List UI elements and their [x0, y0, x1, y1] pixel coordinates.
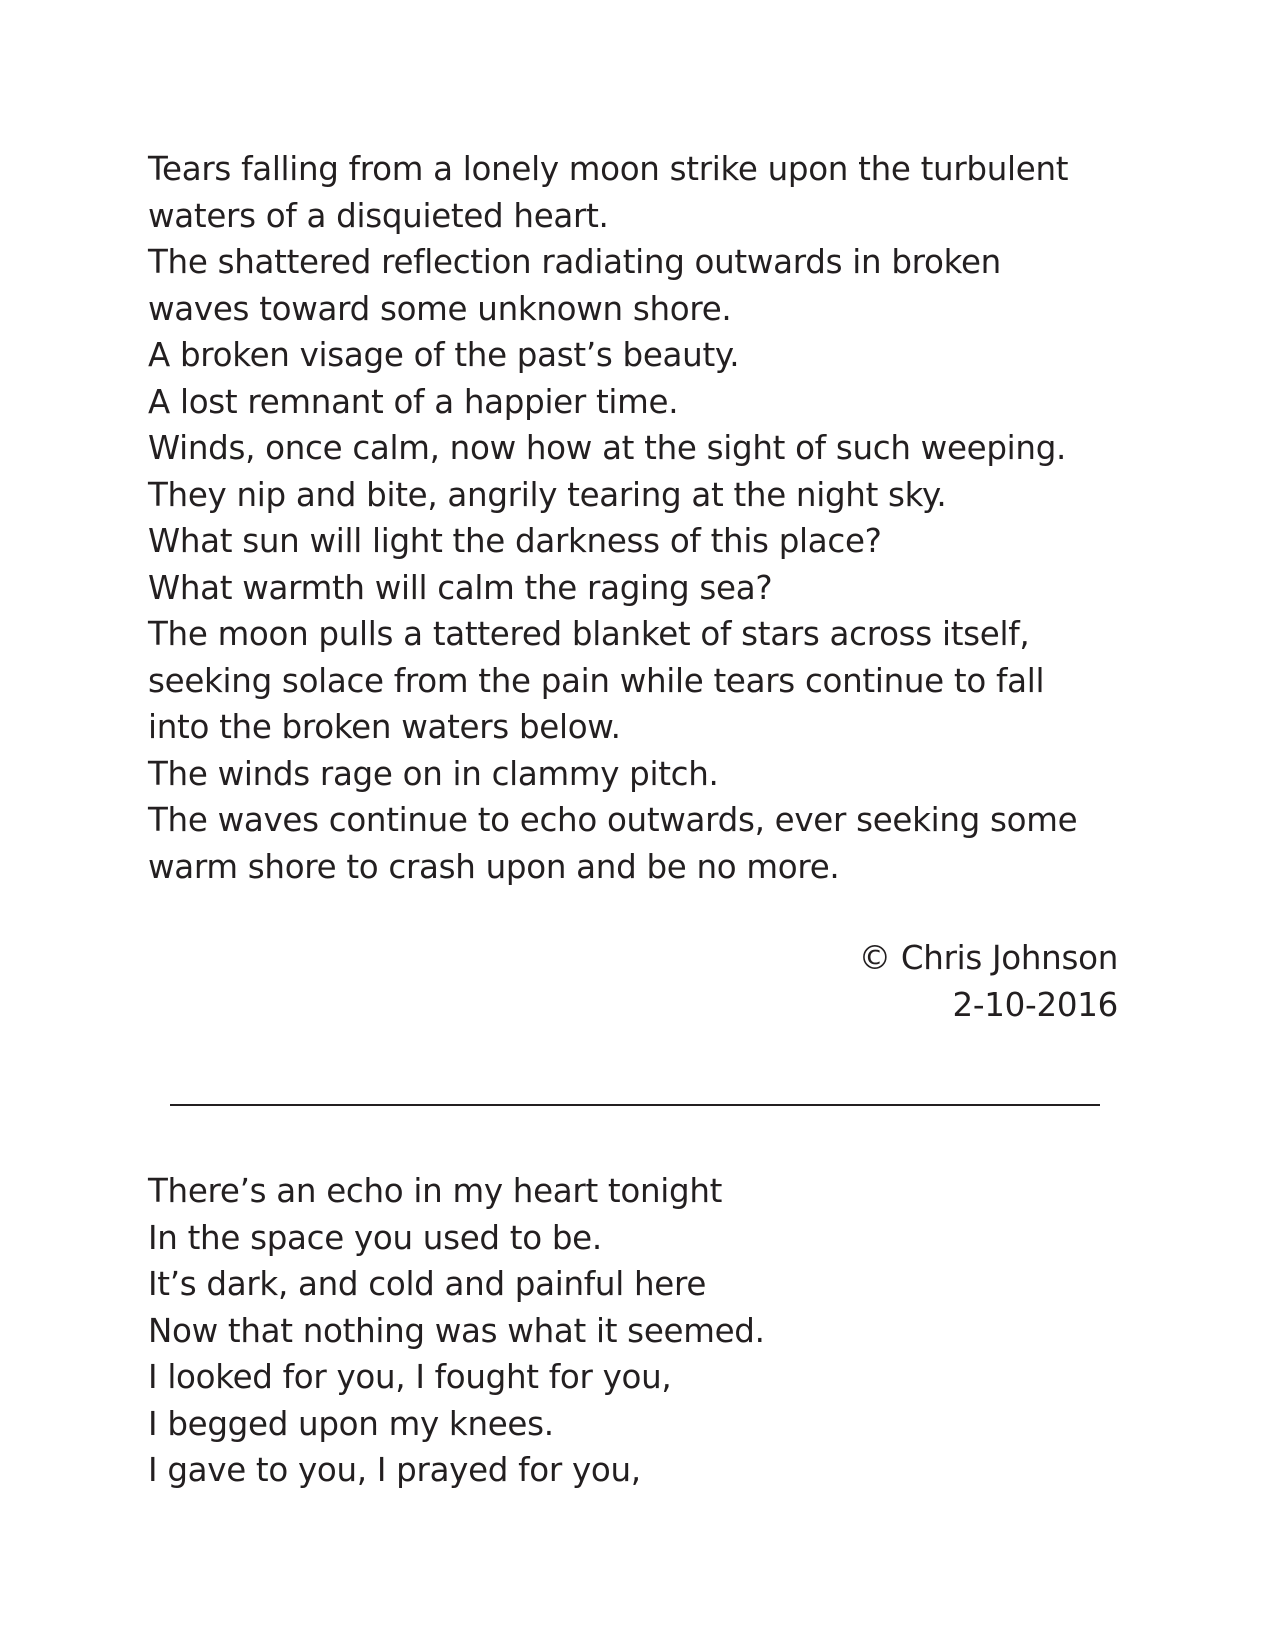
poem-line: What warmth will calm the raging sea?	[148, 568, 773, 607]
poem-first	[148, 146, 1138, 890]
poem-line: In the space you used to be.	[148, 1218, 602, 1257]
poem-line: A broken visage of the past’s beauty.	[148, 336, 740, 374]
poem-line: waves toward some unknown shore.	[148, 289, 732, 328]
poem-line: The winds rage on in clammy pitch.	[148, 754, 719, 793]
poem-line: They nip and bite, angrily tearing at the night sky.	[148, 475, 947, 514]
poem-line: Tears falling from a lonely moon strike upon the turbulent	[148, 150, 1069, 188]
poem-line: Winds, once calm, now how at the sight of such weeping.	[148, 429, 1067, 467]
poem-line: A lost remnant of a happier time.	[148, 382, 679, 421]
signature-block	[859, 935, 1118, 1028]
poem-line: waters of a disquieted heart.	[148, 196, 609, 235]
poem-second	[148, 1168, 1138, 1494]
signature-date: 2-10-2016	[952, 985, 1118, 1024]
poem-line: It’s dark, and cold and painful here	[148, 1265, 707, 1303]
section-divider	[170, 1104, 1100, 1106]
poem-line: I looked for you, I fought for you,	[148, 1358, 672, 1396]
poem-line: The shattered reflection radiating outwards in broken	[148, 243, 1001, 281]
copyright-author: © Chris Johnson	[858, 939, 1118, 977]
poem-line: I begged upon my knees.	[148, 1404, 554, 1443]
poem-line: seeking solace from the pain while tears continue to fall	[148, 661, 1045, 700]
poem-line: The moon pulls a tattered blanket of stars across itself,	[148, 615, 1030, 653]
poem-line: What sun will light the darkness of this place?	[148, 522, 882, 560]
poem-line: into the broken waters below.	[148, 708, 621, 746]
poem-line: Now that nothing was what it seemed.	[148, 1311, 765, 1350]
poem-line: The waves continue to echo outwards, ever seeking some	[148, 801, 1078, 839]
poem-line: There’s an echo in my heart tonight	[148, 1172, 723, 1210]
poem-line: I gave to you, I prayed for you,	[148, 1451, 641, 1489]
poem-line: warm shore to crash upon and be no more.	[148, 847, 840, 886]
